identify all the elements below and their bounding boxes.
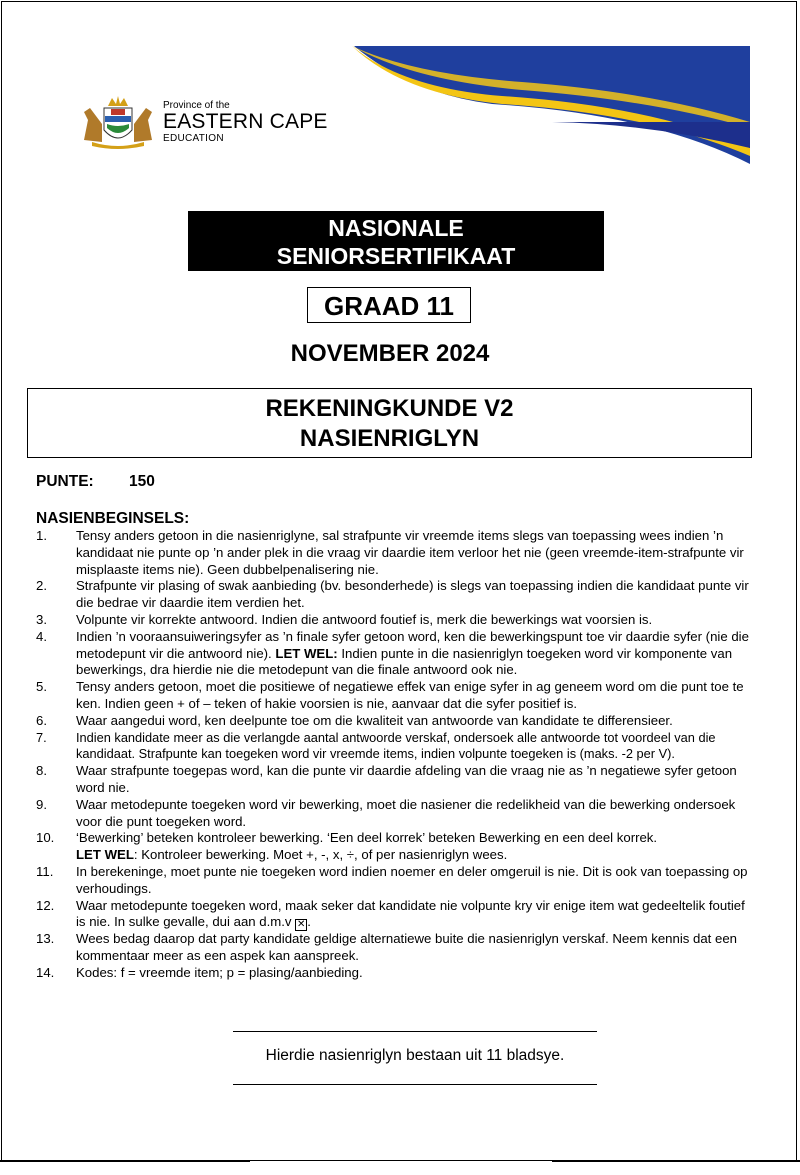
- list-item: [36, 612, 756, 629]
- item-text: Tensy anders getoon in die nasienriglyne, sal strafpunte vir vreemde items slegs van toepassing wees indien ’n kandidaat nie punte op ’n ander plek in die vraag vir daardie item verloor het nie (geen vreemde-item-strafpunte vir misplaaste items nie). Geen dubbelpenalisering nie.: [76, 528, 744, 577]
- item-number: 9.: [36, 796, 47, 812]
- certificate-title-line2: SENIORSERTIFIKAAT: [276, 243, 516, 269]
- list-item: [36, 679, 756, 713]
- item-number: 14.: [36, 964, 55, 980]
- page-count-note: Hierdie nasienriglyn bestaan uit 11 bladsye.: [265, 1047, 565, 1064]
- item-text: In berekeninge, moet punte nie toegeken word indien noemer en deler omgeruil is nie. Dit is ook van toepassing op verhoudings.: [76, 863, 748, 896]
- note-label: LET WEL:: [275, 645, 338, 661]
- item-text: Indien kandidate meer as die verlangde aantal antwoorde verskaf, ondersoek alle antwoorde tot voordeel van die kandidaat. Strafpunte kan toegeken word vir vreemde items, indien volpunte toegeken is (maks. -2 per V).: [76, 729, 716, 762]
- province-line3: EDUCATION: [163, 133, 224, 144]
- bottom-rule-right: [552, 1160, 800, 1162]
- certificate-title-line1: NASIONALE: [328, 215, 464, 241]
- dept-line-afrikaans: Provinsie van die Oos Kaap: Department van Onderwys: [432, 132, 596, 140]
- item-number: 4.: [36, 628, 47, 644]
- bottom-rule-left: [0, 1160, 250, 1162]
- list-item: [36, 797, 756, 831]
- province-line2: EASTERN CAPE: [163, 110, 328, 133]
- list-item: [36, 965, 756, 982]
- document-type: NASIENRIGLYN: [299, 425, 480, 452]
- item-number: 12.: [36, 897, 55, 913]
- item-text: Volpunte vir korrekte antwoord. Indien die antwoord foutief is, merk die bewerkings wat voorsien is.: [76, 611, 653, 627]
- marking-principles-list: [36, 528, 756, 982]
- item-number: 1.: [36, 528, 47, 543]
- item-number: 6.: [36, 712, 47, 728]
- item-text: Strafpunte vir plasing of swak aanbieding (bv. besonderhede) is slegs van toepassing indien die kandidaat punte vir die bedrae vir daardie item verdien het.: [76, 578, 749, 611]
- marks-label: PUNTE:: [36, 473, 94, 490]
- item-text: Waar metodepunte toegeken word, maak seker dat kandidate nie volpunte kry vir enige item wat gedeeltelik foutief is nie. In sulke gevalle, dui aan d.m.v: [76, 897, 745, 930]
- item-text: Tensy anders getoon, moet die positiewe of negatiewe effek van enige syfer in ag geneem word om die punt toe te ken. Indien geen + of – teken of hakie voorsien is nie, aanvaar dat die syfer positief is.: [76, 679, 744, 711]
- list-item: [36, 864, 756, 898]
- footer-rule-top: [233, 1031, 597, 1032]
- department-names: [432, 124, 595, 149]
- item-text-cont: : Kontroleer bewerking. Moet +, -, x, ÷, of per nasienriglyn wees.: [133, 847, 508, 863]
- list-item: [36, 528, 756, 578]
- list-item: [36, 931, 756, 965]
- item-text: Indien ’n vooraansuiweringsyfer as ’n finale syfer getoon word, ken die bewerkingspunt toe vir daardie syfer (nie die metodepunt vir die antwoord nie).: [76, 628, 749, 661]
- certificate-title: [188, 211, 604, 271]
- note-label: LET WEL: [76, 847, 134, 863]
- crossed-box-icon: ✕: [296, 919, 306, 931]
- grade-box: GRAAD 11: [307, 287, 471, 323]
- list-item: [36, 763, 756, 797]
- eastern-cape-crest-icon: [78, 94, 158, 150]
- item-text: Wees bedag daarop dat party kandidate geldige alternatiewe buite die nasienriglyn verskaf. Neem kennis dat een kommentaar meer as een aspek kan aanspreek.: [76, 931, 738, 964]
- dept-line-xhosa: Iphondo leMpuma Kapa: Isebe leMfundo: [432, 124, 551, 131]
- province-logo-text: [163, 100, 328, 144]
- item-number: 5.: [36, 679, 47, 695]
- subject-title: REKENINGKUNDE V2: [265, 395, 514, 422]
- item-number: 7.: [36, 729, 47, 745]
- principles-heading: NASIENBEGINSELS:: [36, 510, 190, 527]
- dept-line-sotho: Porafensie Ya Kapa Botjahabela: Lefapha la Thuto: [432, 140, 580, 148]
- item-text: Waar strafpunte toegepas word, kan die punte vir daardie afdeling van die vraag nie as ’n negatiewe syfer getoon word nie.: [76, 763, 737, 795]
- item-text: Kodes: f = vreemde item; p = plasing/aanbieding.: [76, 964, 363, 980]
- province-line1: Province of the: [163, 100, 230, 111]
- list-item: [36, 578, 756, 612]
- list-item: [36, 730, 756, 764]
- list-item: [36, 830, 756, 864]
- item-number: 3.: [36, 611, 47, 627]
- item-text: ‘Bewerking’ beteken kontroleer bewerking. ‘Een deel korrek’ beteken Bewerking en een deel korrek.: [76, 830, 658, 846]
- list-item: [36, 629, 756, 679]
- marks-value: 150: [129, 473, 155, 490]
- item-number: 11.: [36, 863, 54, 879]
- subject-box: [27, 388, 752, 458]
- item-number: 2.: [36, 578, 47, 594]
- item-text: Waar metodepunte toegeken word vir bewerking, moet die nasiener die redelikheid van die bewerking ondersoek voor die punt toegeken word.: [76, 796, 736, 829]
- item-number: 10.: [36, 830, 55, 846]
- list-item: 12. Waar metodepunte toegeken word, maak seker dat kandidate nie volpunte kry vir enige item wat gedeeltelik foutief is nie. In sulke gevalle, dui aan d.m.v ✕ .: [36, 897, 745, 931]
- item-text: Waar aangedui word, ken deelpunte toe om die kwaliteit van antwoorde van kandidate te differensieer.: [76, 712, 673, 728]
- marks-total: [36, 473, 155, 491]
- item-text-cont: Indien punte in die nasienriglyn toegeken word vir komponente van bewerkings, dra hierdie nie die metodepunt van die finale antwoord ook nie.: [76, 645, 733, 678]
- list-item: [36, 713, 756, 730]
- item-number: 13.: [36, 931, 55, 947]
- footer-rule-bottom: [233, 1084, 597, 1085]
- exam-date: NOVEMBER 2024: [290, 340, 490, 367]
- item-number: 8.: [36, 763, 47, 779]
